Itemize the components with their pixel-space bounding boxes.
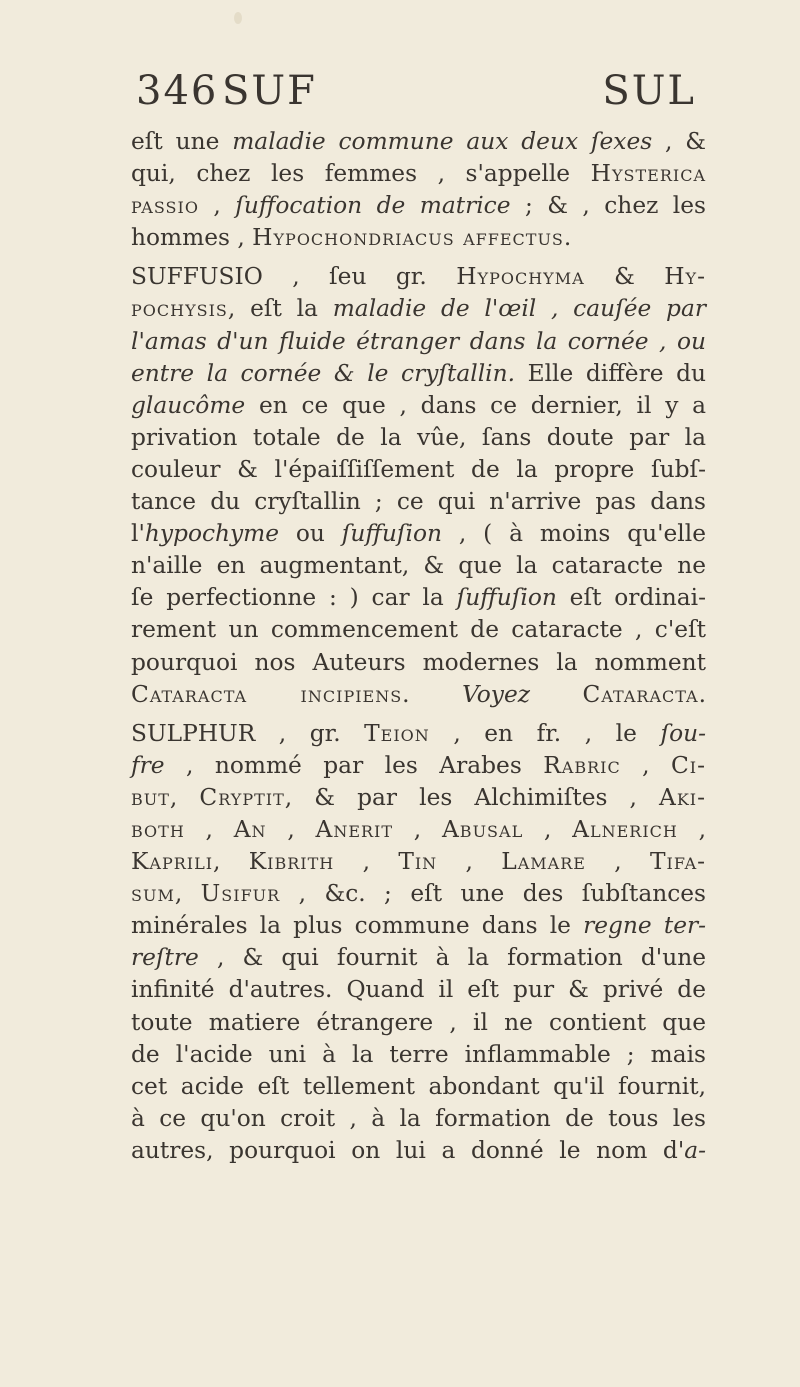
small-caps-run: Rabric	[543, 751, 621, 779]
text-line	[131, 126, 706, 158]
italic-run: a-	[684, 1136, 706, 1164]
text-run: n'aille en augmentant, & que la cataracte ne	[131, 552, 706, 580]
small-caps-run: but	[131, 783, 170, 811]
italic-run: hypochyme	[144, 520, 280, 548]
italic-run: regne ter-	[583, 912, 706, 940]
text-line	[131, 814, 706, 846]
small-caps-run: sum	[131, 880, 175, 908]
text-line	[131, 1071, 706, 1103]
text-run: ,	[393, 815, 442, 843]
text-run: ſe perfectionne : ) car la	[131, 584, 457, 612]
text-run: SULPHUR , gr.	[131, 719, 365, 747]
text-run: &	[584, 263, 665, 291]
small-caps-run: Ci-	[670, 751, 706, 779]
text-run: ; & , chez les	[510, 192, 707, 220]
text-run: en ce que , dans ce dernier, il y a	[245, 391, 706, 419]
small-caps-run: An	[233, 815, 267, 843]
text-run: ,	[169, 783, 200, 811]
paragraph-gap	[131, 711, 706, 718]
text-run: , & qui fournit à la formation d'une	[198, 944, 706, 972]
small-caps-run: Teion	[364, 719, 430, 747]
italic-run: glaucôme	[131, 391, 246, 419]
small-caps-run: Alnerich	[572, 815, 678, 843]
text-run: ,	[334, 848, 399, 876]
small-caps-run: both	[131, 815, 185, 843]
text-line	[131, 974, 706, 1006]
text-run: ,	[198, 192, 236, 220]
italic-run: l'amas d'un fluide étranger dans la cornée , ou	[131, 327, 706, 355]
text-run: de l'acide uni à la terre inflammable ; mais	[131, 1040, 706, 1068]
text-run: couleur & l'épaiſſiſſement de la propre ſubſ-	[131, 455, 706, 483]
text-line	[131, 679, 706, 711]
text-run: , & par les Alchimiſtes ,	[284, 783, 660, 811]
small-caps-run: Hysterica	[590, 160, 706, 188]
text-run: pourquoi nos Auteurs modernes la nomment	[131, 648, 706, 676]
text-line	[131, 910, 706, 942]
small-caps-run: pochysis	[131, 295, 228, 323]
small-caps-run: Kaprili	[131, 848, 214, 876]
small-caps-run: Tifa-	[650, 848, 707, 876]
text-run: ,	[266, 815, 316, 843]
text-run: Elle diffère du	[515, 359, 706, 387]
small-caps-run: Cataracta	[582, 680, 699, 708]
small-caps-run: Lamare	[501, 848, 586, 876]
small-caps-run: Tin	[398, 848, 438, 876]
text-line	[131, 782, 706, 814]
text-run: tance du cryſtallin ; ce qui n'arrive pas dans	[131, 488, 706, 516]
text-line	[131, 582, 706, 614]
paragraph-gap	[131, 254, 706, 261]
text-line	[131, 614, 706, 646]
small-caps-run: Aki-	[659, 783, 706, 811]
text-line	[131, 942, 706, 974]
italic-run: ſuffocation de matrice	[235, 192, 511, 220]
text-run: hommes ,	[131, 224, 253, 252]
text-run: cet acide eſt tellement abondant qu'il fournit,	[131, 1072, 706, 1100]
text-line	[131, 647, 706, 679]
italic-run: entre la cornée & le cryſtallin.	[131, 359, 516, 387]
italic-run: maladie de l'œil , cauſée par	[332, 295, 706, 323]
page-number: 346	[136, 68, 219, 114]
italic-run: ſou-	[660, 719, 706, 747]
text-run: , en fr. , le	[429, 719, 661, 747]
running-head-right: SUL	[602, 68, 696, 114]
italic-run: reſtre	[131, 944, 199, 972]
small-caps-run: Hy-	[664, 263, 706, 291]
text-line	[131, 550, 706, 582]
text-run: .	[698, 680, 707, 708]
running-head	[136, 68, 696, 124]
italic-run: ſuffuſion	[456, 584, 557, 612]
text-run: ,	[213, 848, 249, 876]
text-line	[131, 326, 706, 358]
text-line	[131, 222, 706, 254]
text-line	[131, 422, 706, 454]
text-line	[131, 190, 706, 222]
text-run: ,	[677, 815, 707, 843]
running-head-left: SUF	[222, 68, 317, 114]
small-caps-run: Usifur	[200, 880, 281, 908]
small-caps-run: passio	[131, 192, 199, 220]
text-run: à ce qu'on croit , à la formation de tous les	[131, 1104, 706, 1132]
text-run: , nommé par les Arabes	[164, 751, 544, 779]
text-run: ou	[279, 520, 342, 548]
text-run: autres, pourquoi on lui a donné le nom d'	[131, 1136, 685, 1164]
text-run: , ( à moins qu'elle	[442, 520, 706, 548]
text-run: ,	[523, 815, 573, 843]
text-run: eſt ordinai-	[556, 584, 707, 612]
italic-run: fre	[131, 751, 165, 779]
text-line	[131, 261, 706, 293]
small-caps-run: Cataracta incipiens	[131, 680, 403, 708]
text-run: privation totale de la vûe, ſans doute par la	[131, 423, 706, 451]
text-line	[131, 1135, 706, 1167]
text-run: , &	[652, 128, 706, 155]
text-run: ,	[620, 751, 671, 779]
body-text	[131, 126, 706, 1167]
text-run: ,	[184, 815, 234, 843]
ink-spot	[234, 12, 242, 24]
text-line	[131, 518, 706, 550]
text-line	[131, 158, 706, 190]
text-line	[131, 390, 706, 422]
italic-run: Voyez	[462, 680, 531, 708]
text-run: infinité d'autres. Quand il eſt pur & privé de	[131, 976, 706, 1004]
text-run	[530, 681, 583, 708]
text-run: eſt une	[131, 128, 233, 155]
text-line	[131, 878, 706, 910]
text-line	[131, 1007, 706, 1039]
text-line	[131, 718, 706, 750]
small-caps-run: Anerit	[315, 815, 394, 843]
text-line	[131, 486, 706, 518]
small-caps-run: Cryptit	[199, 783, 285, 811]
small-caps-run: Kibrith	[248, 848, 335, 876]
text-line	[131, 750, 706, 782]
text-run: , &c. ; eſt une des ſubſtances	[280, 880, 707, 908]
small-caps-run: Hypochondriacus affectus	[252, 224, 564, 252]
text-run: ,	[585, 848, 651, 876]
italic-run: ſuffuſion	[341, 520, 443, 548]
text-run: minérales la plus commune dans le	[131, 912, 584, 940]
text-line	[131, 1103, 706, 1135]
text-run: toute matiere étrangere , il ne contient que	[131, 1008, 706, 1036]
text-run: ,	[437, 848, 502, 876]
text-run: qui, chez les femmes , s'appelle	[131, 160, 591, 188]
text-line	[131, 1039, 706, 1071]
text-run: .	[402, 680, 463, 708]
text-run: ,	[174, 880, 201, 908]
text-run: rement un commencement de cataracte , c'eſt	[131, 616, 706, 644]
text-run: SUFFUSIO , ſeu gr.	[131, 263, 457, 291]
text-run: .	[563, 224, 572, 252]
text-line	[131, 293, 706, 325]
text-run: , eſt la	[227, 295, 333, 323]
small-caps-run: Abusal	[441, 815, 524, 843]
text-line	[131, 454, 706, 486]
text-run: l'	[131, 520, 145, 548]
italic-run: maladie commune aux deux ſexes	[232, 128, 653, 155]
text-line	[131, 358, 706, 390]
small-caps-run: Hypochyma	[456, 263, 585, 291]
text-line	[131, 846, 706, 878]
